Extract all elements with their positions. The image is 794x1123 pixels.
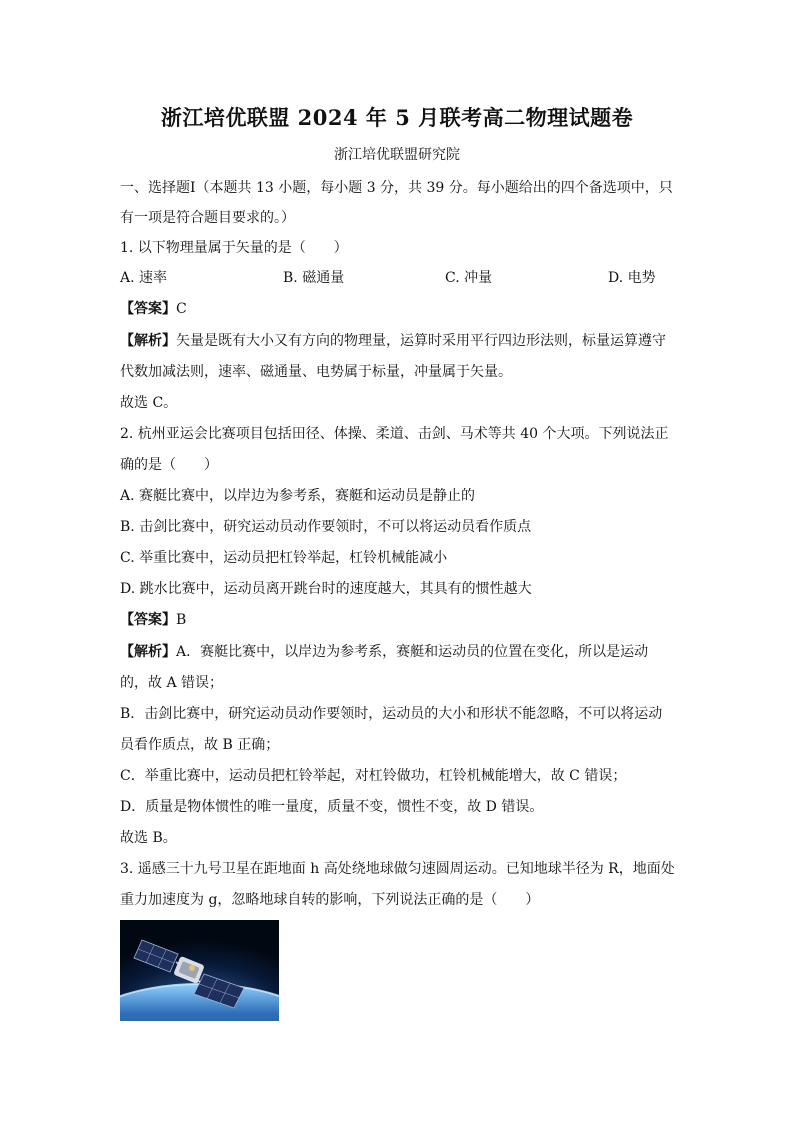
q2-analysis-line1 bbox=[120, 642, 648, 662]
q2-stem-line2: 确的是（ ） bbox=[120, 457, 218, 473]
q1-stem: 1. 以下物理量属于矢量的是（ ） bbox=[120, 240, 348, 256]
q1-option-b: B. 磁通量 bbox=[283, 270, 345, 286]
page-subtitle: 浙江培优联盟研究院 bbox=[334, 147, 460, 163]
q2-analysis-line2: 的，故 A 错误； bbox=[120, 675, 224, 691]
q2-analysis-tag: 【解析】 bbox=[120, 644, 176, 660]
q3-stem-line1: 3. 遥感三十九号卫星在距地面 h 高处绕地球做匀速圆周运动。已知地球半径为 R，地面处 bbox=[120, 861, 675, 877]
q1-conclusion: 故选 C。 bbox=[120, 395, 178, 411]
q2-stem-line1: 2. 杭州亚运会比赛项目包括田径、体操、柔道、击剑、马术等共 40 个大项。下列说法正 bbox=[120, 426, 669, 442]
q1-answer-value: C bbox=[176, 301, 187, 317]
q2-answer-value: B bbox=[176, 612, 187, 628]
q2-analysis-line6: D．质量是物体惯性的唯一量度，质量不变，惯性不变，故 D 错误。 bbox=[120, 799, 544, 815]
section-heading-line1: 一、选择题Ⅰ（本题共 13 小题，每小题 3 分，共 39 分。每小题给出的四个备选项中，只 bbox=[120, 180, 673, 196]
q1-option-c: C. 冲量 bbox=[445, 270, 493, 286]
q1-analysis-tag: 【解析】 bbox=[120, 333, 176, 349]
page-title: 浙江培优联盟 2024 年 5 月联考高二物理试题卷 bbox=[160, 105, 634, 130]
satellite-image bbox=[120, 920, 279, 1021]
q1-analysis-line1 bbox=[120, 331, 666, 351]
q2-analysis-text1: A．赛艇比赛中，以岸边为参考系，赛艇和运动员的位置在变化，所以是运动 bbox=[176, 644, 649, 660]
section-heading-line2: 有一项是符合题目要求的。） bbox=[120, 210, 295, 226]
q2-option-b: B. 击剑比赛中，研究运动员动作要领时，不可以将运动员看作质点 bbox=[120, 519, 532, 535]
q2-option-c: C. 举重比赛中，运动员把杠铃举起，杠铃机械能减小 bbox=[120, 550, 448, 566]
q2-answer-tag: 【答案】 bbox=[120, 612, 176, 628]
q2-analysis-line3: B．击剑比赛中，研究运动员动作要领时，运动员的大小和形状不能忽略，不可以将运动 bbox=[120, 706, 663, 722]
q1-option-a: A. 速率 bbox=[120, 270, 168, 286]
q2-analysis-line4: 员看作质点，故 B 正确； bbox=[120, 737, 280, 753]
q2-option-a: A. 赛艇比赛中，以岸边为参考系，赛艇和运动员是静止的 bbox=[120, 488, 476, 504]
q1-answer bbox=[120, 299, 187, 319]
q1-option-d: D. 电势 bbox=[608, 270, 656, 286]
q1-analysis-text1: 矢量是既有大小又有方向的物理量，运算时采用平行四边形法则，标量运算遵守 bbox=[176, 333, 666, 349]
q3-stem-line2: 重力加速度为 g，忽略地球自转的影响，下列说法正确的是（ ） bbox=[120, 892, 540, 908]
q2-conclusion: 故选 B。 bbox=[120, 830, 177, 846]
q2-analysis-line5: C．举重比赛中，运动员把杠铃举起，对杠铃做功，杠铃机械能增大，故 C 错误； bbox=[120, 768, 627, 784]
q2-answer bbox=[120, 610, 186, 630]
q1-answer-tag: 【答案】 bbox=[120, 301, 176, 317]
q1-analysis-line2: 代数加减法则，速率、磁通量、电势属于标量，冲量属于矢量。 bbox=[120, 364, 512, 380]
q2-option-d: D. 跳水比赛中，运动员离开跳台时的速度越大，其具有的惯性越大 bbox=[120, 581, 532, 597]
